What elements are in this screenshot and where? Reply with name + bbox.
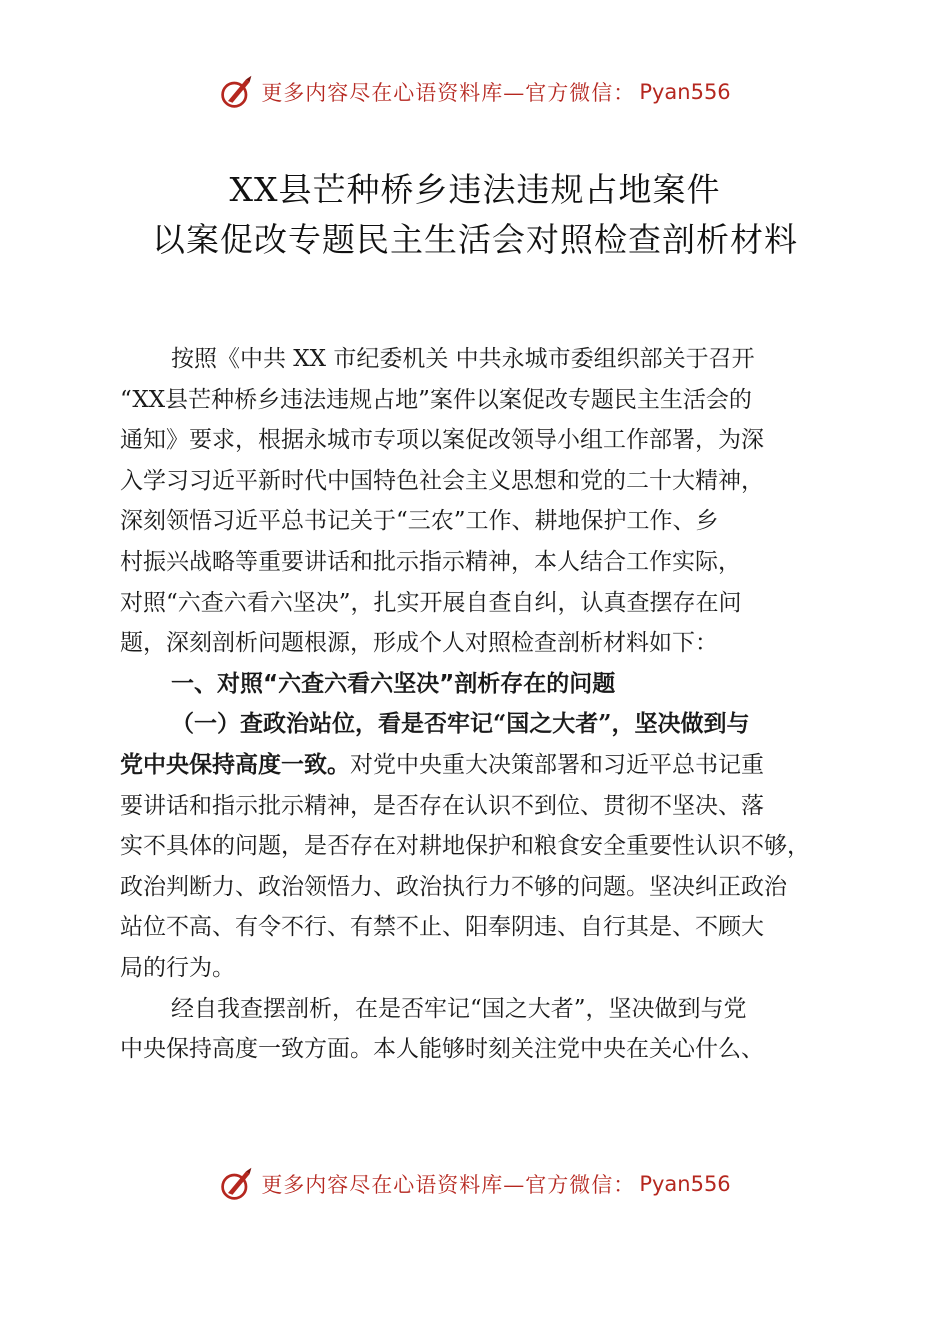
item-line xyxy=(120,745,840,786)
item-line: 要讲话和指示批示精神，是否存在认识不到位、贯彻不坚决、落 xyxy=(120,792,764,819)
watermark-brand: Pyan556 xyxy=(639,80,731,104)
item-line: 站位不高、有令不行、有禁不止、阳奉阴违、自行其是、不顾大 xyxy=(120,914,764,941)
document-title xyxy=(0,165,950,265)
watermark-bottom xyxy=(0,1164,950,1204)
watermark-top xyxy=(0,72,950,112)
quill-logo-icon xyxy=(219,74,255,110)
para-line: 经自我查摆剖析，在是否牢记“国之大者”，坚决做到与党 xyxy=(171,995,747,1022)
intro-line: 入学习习近平新时代中国特色社会主义思想和党的二十大精神， xyxy=(120,467,764,494)
watermark-text: 更多内容尽在心语资料库—官方微信： xyxy=(261,81,636,105)
title-line-1: XX县芒种桥乡违法违规占地案件 xyxy=(229,170,721,209)
intro-line: 通知》要求，根据永城市专项以案促改领导小组工作部署，为深 xyxy=(120,427,764,454)
item-lead-end: 党中央保持高度一致。 xyxy=(120,750,350,778)
intro-line: 题，深刻剖析问题根源，形成个人对照检查剖析材料如下： xyxy=(120,630,718,657)
document-body xyxy=(120,339,840,1070)
quill-logo-icon xyxy=(219,1166,255,1202)
intro-line: 按照《中共 XX 市纪委机关 中共永城市委组织部关于召开 xyxy=(171,346,755,372)
watermark-text: 更多内容尽在心语资料库—官方微信： xyxy=(261,1173,636,1197)
watermark-brand: Pyan556 xyxy=(639,1172,731,1196)
item-lead-line: （一）查政治站位，看是否牢记“国之大者”，坚决做到与 xyxy=(171,710,750,738)
item-line: 局的行为。 xyxy=(120,954,235,981)
section-heading: 一、对照“六查六看六坚决”剖析存在的问题 xyxy=(171,670,616,697)
intro-line: 村振兴战略等重要讲话和批示指示精神，本人结合工作实际， xyxy=(120,548,741,575)
title-line-2: 以案促改专题民主生活会对照检查剖析材料 xyxy=(152,220,798,259)
item-text: 对党中央重大决策部署和习近平总书记重 xyxy=(350,751,764,778)
item-line: 实不具体的问题，是否存在对耕地保护和粮食安全重要性认识不够， xyxy=(120,833,810,860)
intro-line: 深刻领悟习近平总书记关于“三农”工作、耕地保护工作、乡 xyxy=(120,508,719,535)
item-line: 政治判断力、政治领悟力、政治执行力不够的问题。坚决纠正政治 xyxy=(120,873,787,900)
intro-line: “XX县芒种桥乡违法违规占地”案件以案促改专题民主生活会的 xyxy=(120,386,752,413)
intro-line: 对照“六查六看六坚决”，扎实开展自查自纠，认真查摆存在问 xyxy=(120,589,742,616)
para-line: 中央保持高度一致方面。本人能够时刻关注党中央在关心什么、 xyxy=(120,1036,764,1063)
